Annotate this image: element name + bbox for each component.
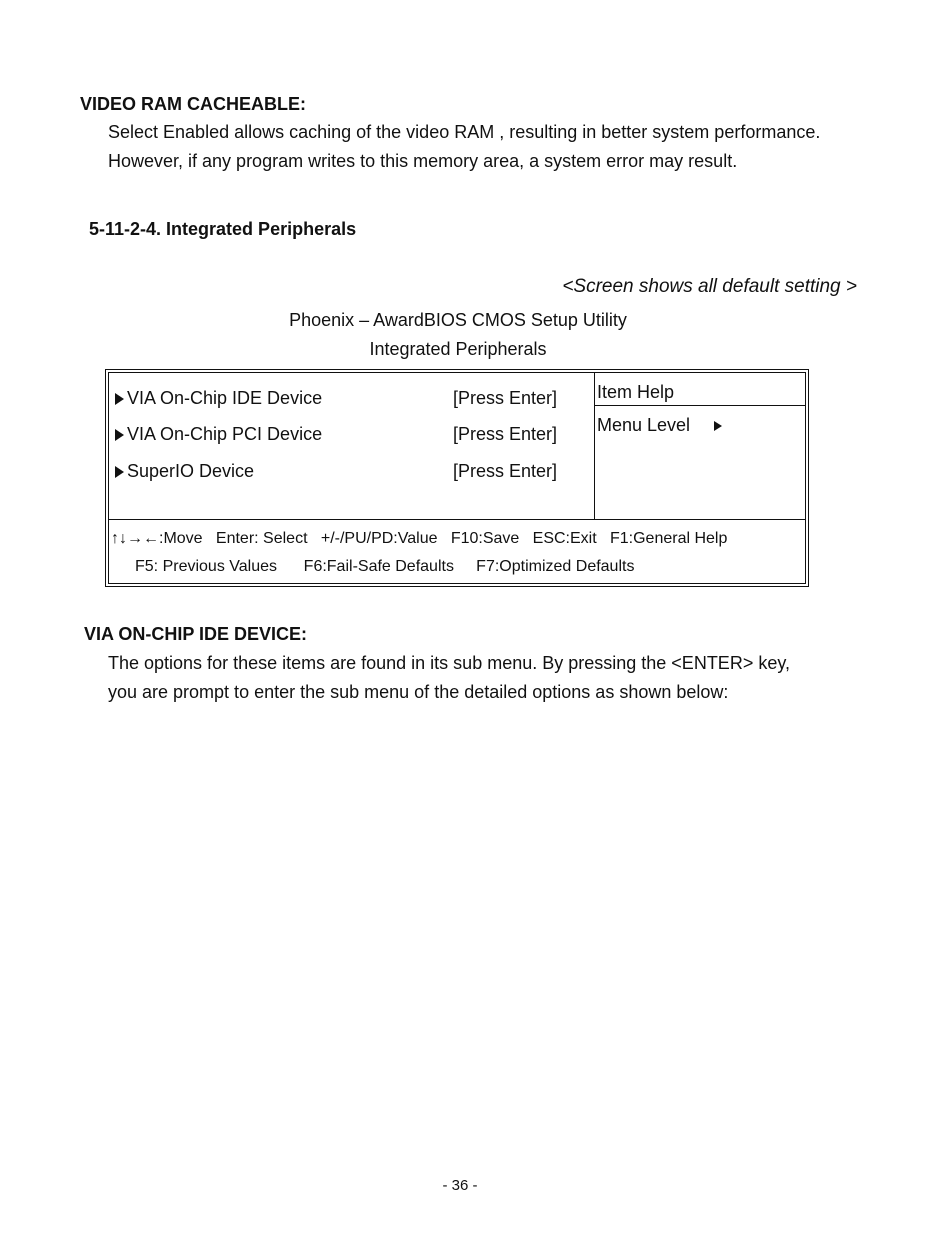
menu-level [597,415,722,436]
ide-device-text-line1: The options for these items are found in its sub menu. By pressing the <ENTER> key, [108,653,791,673]
submenu-arrow-icon [115,466,124,478]
menu-item-superio-device[interactable] [115,461,585,485]
help-divider [595,405,805,406]
page-number: - 36 - [442,1177,478,1194]
bios-vertical-divider [594,373,595,519]
menu-level-arrow-icon [714,421,722,431]
key-legend-line2: F5: Previous Values F6:Fail-Safe Defaults F7:Optimized Defaults [135,558,635,575]
item-help-title: Item Help [597,382,675,402]
video-ram-text-line2: However, if any program writes to this memory area, a system error may result. [108,151,738,171]
video-ram-heading: VIDEO RAM CACHEABLE: [80,94,307,114]
menu-item-value: [Press Enter] [453,388,558,408]
bios-screen-inner [108,372,806,584]
screen-title: Integrated Peripherals [369,339,547,359]
menu-item-label: SuperIO Device [127,461,255,481]
menu-item-value: [Press Enter] [453,461,558,481]
submenu-arrow-icon [115,429,124,441]
default-setting-note: <Screen shows all default setting > [562,276,857,297]
key-legend-line1: ↑↓→←:Move Enter: Select +/-/PU/PD:Value F10:Save ESC:Exit F1:General Help [111,530,728,547]
menu-level-label: Menu Level [597,415,691,435]
menu-item-label: VIA On-Chip IDE Device [127,388,323,408]
video-ram-text-line1: Select Enabled allows caching of the video RAM , resulting in better system performance. [108,122,821,142]
menu-item-pci-device[interactable] [115,424,585,448]
menu-item-label: VIA On-Chip PCI Device [127,424,323,444]
ide-device-heading: VIA ON-CHIP IDE DEVICE: [84,624,308,644]
bios-horizontal-divider [109,519,805,520]
section-heading: 5-11-2-4. Integrated Peripherals [89,219,357,239]
submenu-arrow-icon [115,393,124,405]
bios-screen [105,369,809,587]
menu-item-value: [Press Enter] [453,424,558,444]
ide-device-text-line2: you are prompt to enter the sub menu of the detailed options as shown below: [108,682,729,702]
utility-title: Phoenix – AwardBIOS CMOS Setup Utility [289,310,627,330]
menu-item-ide-device[interactable] [115,388,585,412]
